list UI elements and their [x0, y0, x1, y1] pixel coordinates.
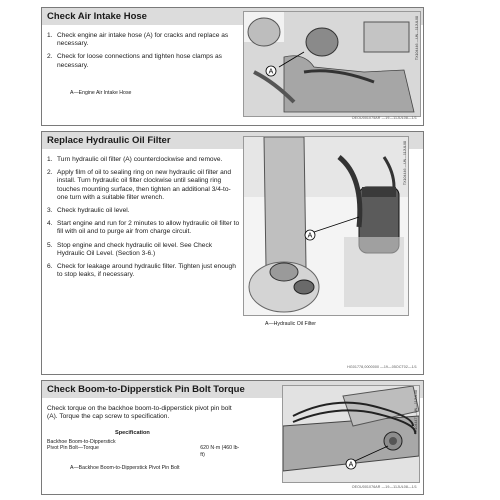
section-footer: HG01778,0000000 —19—05OCT02—1/1 [347, 365, 417, 369]
image-code: TX104446 —UN—11JUL08 [415, 16, 419, 61]
boom-illustration [283, 386, 419, 482]
section-title: Check Air Intake Hose [42, 8, 423, 25]
section-boom-pin [41, 380, 424, 495]
step-item: 2. Apply film of oil to sealing ring on new hydraulic oil filter and install. Turn hydraulic oil filter clockwise until sealing ring touches mounting surface, then tighten an additional 3/4-to-one turn with a suitable filter wrench. [47, 169, 232, 201]
engine-photo [243, 11, 421, 117]
step-item: 4. Start engine and run for 2 minutes to allow hydraulic oil filter to fill with oil and to purge air from charge circuit. [47, 220, 240, 236]
callout-a: A [268, 68, 274, 76]
spec-row: Pivot Pin Bolt—Torque 620 N·m (460 lb-ft) [47, 445, 240, 458]
step-item: 6. Check for leakage around hydraulic filter. Tighten just enough to stop leaks, if necessary. [47, 263, 236, 279]
image-code: TX104447 —UN—11JUL08 [414, 390, 418, 435]
section-footer: OEOU001076AR —19—11JUL08—1/1 [351, 485, 417, 489]
step-item: 2. Check for loose connections and tighten hose clamps as necessary. [47, 53, 222, 69]
step-item: 5. Stop engine and check hydraulic oil level. See Check Hydraulic Oil Level. (Section 3-6.) [47, 241, 213, 257]
section-air-intake [41, 7, 424, 126]
step-item: 1. Turn hydraulic oil filter (A) counterclockwise and remove. [47, 156, 223, 163]
spec-header: Specification [115, 430, 150, 436]
intro-text: Check torque on the backhoe boom-to-dipperstick pivot pin bolt (A). Torque the cap screw to specification. [47, 405, 232, 421]
figure-caption: A—Backhoe Boom-to-Dipperstick Pivot Pin Bolt [70, 465, 180, 471]
section-title: Check Boom-to-Dipperstick Pin Bolt Torque [42, 381, 423, 398]
step-item: 3. Check hydraulic oil level. [47, 207, 130, 215]
image-code: TX104446 —UN—11JUL08 [403, 141, 407, 186]
boom-pin-photo [282, 385, 420, 483]
step-item: 1. Check engine air intake hose (A) for cracks and replace as necessary. [47, 32, 229, 48]
callout-a: A [348, 461, 354, 469]
section-title: Replace Hydraulic Oil Filter [42, 132, 423, 149]
section-footer: OEOU001075AR —19—11JUL08—1/1 [351, 116, 417, 120]
figure-caption: A—Engine Air Intake Hose [70, 90, 132, 96]
callout-a: A [307, 232, 313, 240]
hydraulic-filter-illustration [244, 137, 408, 315]
figure-caption: A—Hydraulic Oil Filter [265, 321, 317, 327]
section-hydraulic-filter [41, 131, 424, 375]
spec-table [47, 430, 242, 458]
steps-list [47, 156, 241, 284]
hydraulic-filter-photo [243, 136, 409, 316]
spec-row: Backhoe Boom-to-Dipperstick [47, 438, 116, 445]
engine-illustration [244, 12, 420, 116]
steps-list [47, 32, 233, 75]
